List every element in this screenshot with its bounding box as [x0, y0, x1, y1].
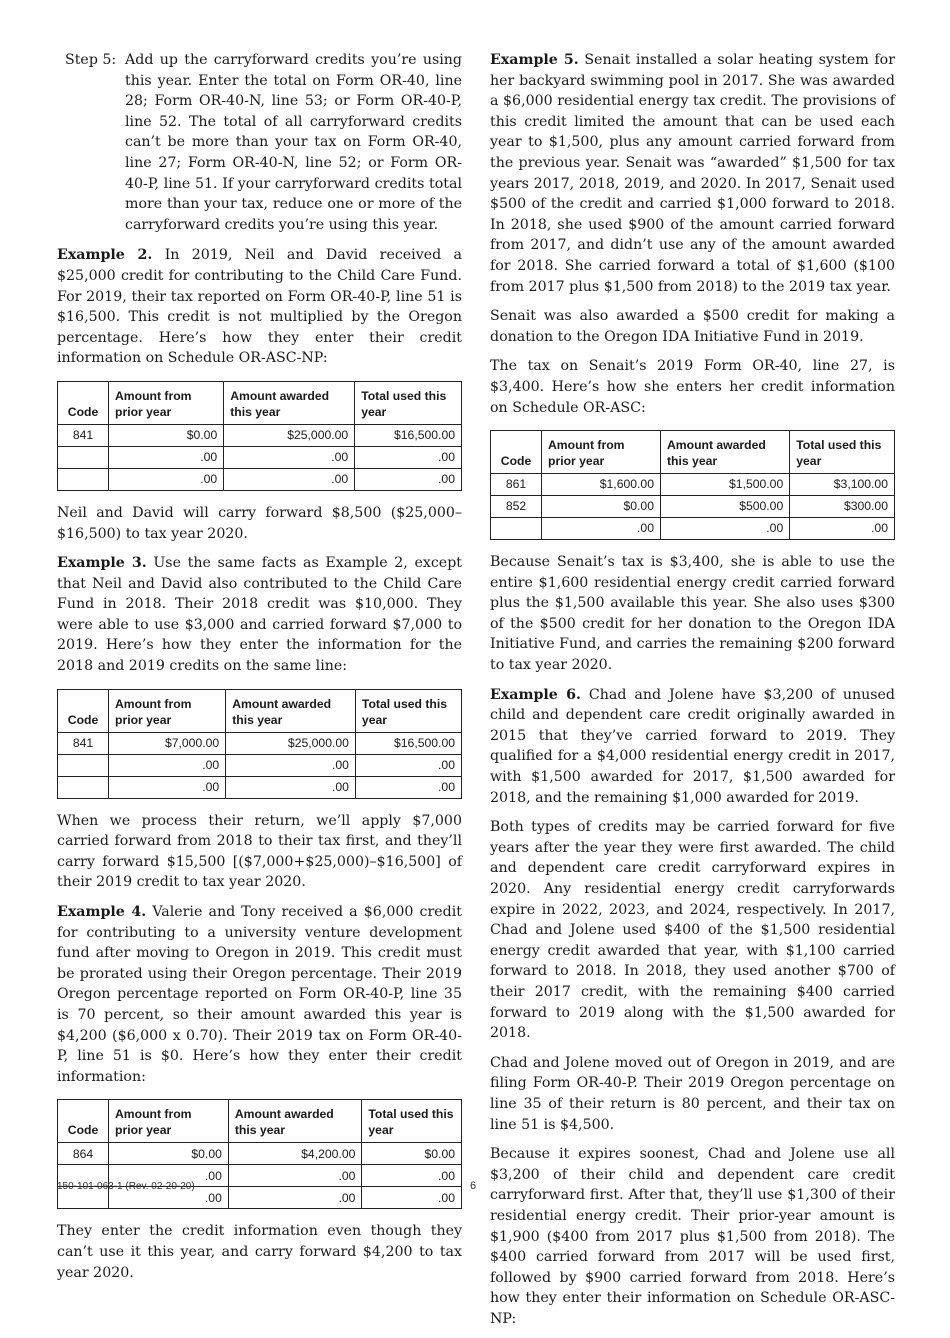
- column-header: Amount from prior year: [109, 381, 224, 424]
- table-header-row: [58, 689, 462, 732]
- credit-code-cell: [58, 446, 109, 468]
- column-header: Amount awarded this year: [224, 381, 355, 424]
- example-3-after: When we process their return, we’ll apply $7,000 carried forward from 2018 to their tax first, and they’ll carry forward $15,500 [($7,000+$25,000)–$16,500] of their 2019 credit to tax year 2020.: [57, 812, 462, 891]
- amount-cell: .00: [109, 776, 226, 798]
- amount-cell: $0.00: [109, 424, 224, 446]
- column-header: Total used this year: [355, 381, 462, 424]
- amount-cell: .00: [355, 446, 462, 468]
- amount-cell: .00: [355, 776, 461, 798]
- example-6-p2: Both types of credits may be carried forward for five years after the year they were first awarded. The child and dependent care credit carryforward expires in 2020. Any residential energy credit carryforwards expire in 2022, 2023, and 2024, respectively. In 2017, Chad and Jolene used $400 of the $1,500 residential energy credit awarded that year, with $1,100 carried forward to 2018. In 2018, they used another $700 of their 2017 credit, with the remaining $400 carried forward to 2019 along with the $1,500 awarded for 2018.: [490, 819, 895, 1042]
- column-header: Total used this year: [790, 431, 895, 474]
- example-5-p2: Senait was also awarded a $500 credit for making a donation to the Oregon IDA Initiative Fund in 2019.: [490, 308, 895, 345]
- column-header: Amount awarded this year: [228, 1100, 362, 1143]
- table-row: [58, 1143, 462, 1165]
- column-header: Total used this year: [355, 689, 461, 732]
- amount-cell: $16,500.00: [355, 424, 462, 446]
- step-5-label: Step 5:: [65, 52, 117, 68]
- amount-cell: $0.00: [362, 1143, 462, 1165]
- amount-cell: $0.00: [542, 496, 661, 518]
- column-header: Code: [58, 1100, 109, 1143]
- amount-cell: $16,500.00: [355, 732, 461, 754]
- amount-cell: .00: [109, 1187, 229, 1209]
- amount-cell: $500.00: [660, 496, 789, 518]
- column-header: Code: [58, 381, 109, 424]
- form-number: 150-101-063-1 (Rev. 02-20-20): [57, 1181, 195, 1192]
- column-header: Amount from prior year: [109, 1100, 229, 1143]
- credit-code-cell: [58, 468, 109, 490]
- example-6: [490, 685, 895, 809]
- amount-cell: .00: [362, 1165, 462, 1187]
- amount-cell: .00: [362, 1187, 462, 1209]
- example-5-text: Senait installed a solar heating system for her backyard swimming pool in 2017. She was awarded a $6,000 residential energy tax credit. The provisions of this credit limited the amount that can be used each year to $1,500, plus any amount carried forward from the previous year. Senait was “awarded” $1,500 for tax years 2017, 2018, 2019, and 2020. In 2017, Senait used $500 of the credit and carried $1,000 forward to 2018. In 2018, she used $900 of the amount carried forward from 2017, and didn’t use any of the amount awarded for 2018. She carried forward a total of $1,600 ($100 from 2017 plus $1,500 from 2018) to the 2019 tax year.: [490, 52, 895, 295]
- amount-cell: $25,000.00: [224, 424, 355, 446]
- amount-cell: .00: [660, 518, 789, 540]
- table-header-row: [58, 1100, 462, 1143]
- example-6-p3: Chad and Jolene moved out of Oregon in 2019, and are filing Form OR-40-P. Their 2019 Oregon percentage on line 35 of their return is 80 percent, and their tax on line 51 is $4,500.: [490, 1054, 895, 1133]
- credit-table-example-3: [57, 689, 462, 799]
- example-6-text: Chad and Jolene have $3,200 of unused child and dependent care credit originally awarded in 2015 that they’ve carried forward to 2019. They qualified for a $4,000 residential energy credit in 2017, with $1,500 awarded for 2017, $1,500 awarded for 2018, and the remaining $1,000 awarded for 2019.: [490, 686, 895, 806]
- amount-cell: $1,600.00: [542, 474, 661, 496]
- table-row: [491, 518, 895, 540]
- example-2-text: In 2019, Neil and David received a $25,000 credit for contributing to the Child Care Fund. For 2019, their tax reported on Form OR-40-P, line 51 is $16,500. This credit is not multiplied by the Oregon percentage. Here’s how they enter their credit information on Schedule OR-ASC-NP:: [57, 247, 462, 367]
- column-header: Amount from prior year: [109, 689, 226, 732]
- table-header-row: [58, 381, 462, 424]
- table-header-row: [491, 431, 895, 474]
- table-row: [58, 732, 462, 754]
- amount-cell: .00: [109, 754, 226, 776]
- amount-cell: .00: [224, 446, 355, 468]
- example-3-title: Example 3.: [57, 555, 147, 572]
- amount-cell: .00: [109, 1165, 229, 1187]
- credit-table-example-4: [57, 1099, 462, 1209]
- credit-code-cell: [58, 754, 109, 776]
- amount-cell: .00: [226, 776, 356, 798]
- amount-cell: .00: [224, 468, 355, 490]
- amount-cell: $3,100.00: [790, 474, 895, 496]
- amount-cell: .00: [228, 1165, 362, 1187]
- amount-cell: $7,000.00: [109, 732, 226, 754]
- column-header: Code: [491, 431, 542, 474]
- amount-cell: .00: [355, 754, 461, 776]
- credit-code-cell: 841: [58, 732, 109, 754]
- table-row: [58, 468, 462, 490]
- table-row: [491, 496, 895, 518]
- example-6-p4: Because it expires soonest, Chad and Jolene use all $3,200 of their child and dependent care credit carryforward first. After that, they’ll use $1,300 of their residential energy credit. Their prior-year amount is $1,900 ($400 from 2017 plus $1,500 from 2018). The $400 carried forward from 2017 will be used first, followed by $900 carried forward from 2018. Here’s how they enter their information on Schedule OR-ASC-NP:: [490, 1146, 895, 1327]
- amount-cell: $1,500.00: [660, 474, 789, 496]
- example-2-title: Example 2.: [57, 247, 153, 264]
- example-6-title: Example 6.: [490, 686, 581, 703]
- amount-cell: .00: [228, 1187, 362, 1209]
- amount-cell: $4,200.00: [228, 1143, 362, 1165]
- column-header: Code: [58, 689, 109, 732]
- table-row: [58, 754, 462, 776]
- amount-cell: .00: [542, 518, 661, 540]
- table-row: [58, 446, 462, 468]
- credit-code-cell: [58, 776, 109, 798]
- amount-cell: $300.00: [790, 496, 895, 518]
- credit-table-example-2: [57, 381, 462, 491]
- credit-code-cell: [491, 518, 542, 540]
- credit-code-cell: 852: [491, 496, 542, 518]
- column-header: Amount from prior year: [542, 431, 661, 474]
- example-4-text: Valerie and Tony received a $6,000 credit for contributing to a university venture development fund after moving to Oregon in 2019. This credit must be prorated using their Oregon percentage. Their 2019 Oregon percentage reported on Form OR-40-P, line 35 is 70 percent, so their amount awarded this year is $4,200 ($6,000 x 0.70). Their 2019 tax on Form OR-40-P, line 51 is $0. Here’s how they enter their credit information:: [57, 904, 462, 1085]
- step-5-text: Add up the carryforward credits you’re using this year. Enter the total on Form OR-40, line 28; Form OR-40-N, line 53; or Form OR-40-P, line 52. The total of all carryforward credits can’t be more than your tax on Form OR-40, line 27; Form OR-40-N, line 52; or Form OR-40-P, line 51. If your carryforward credits total more than your tax, reduce one or more of the carryforward credits you’re using this year.: [125, 52, 462, 233]
- table-row: [58, 424, 462, 446]
- amount-cell: .00: [109, 446, 224, 468]
- step-5: [57, 50, 462, 235]
- example-2: [57, 245, 462, 369]
- amount-cell: $25,000.00: [226, 732, 356, 754]
- example-3: [57, 553, 462, 677]
- example-2-after: Neil and David will carry forward $8,500 ($25,000–$16,500) to tax year 2020.: [57, 504, 462, 542]
- example-4-after: They enter the credit information even though they can’t use it this year, and carry forward $4,200 to tax year 2020.: [57, 1223, 462, 1281]
- credit-code-cell: 841: [58, 424, 109, 446]
- amount-cell: .00: [226, 754, 356, 776]
- amount-cell: .00: [790, 518, 895, 540]
- amount-cell: $0.00: [109, 1143, 229, 1165]
- column-header: Total used this year: [362, 1100, 462, 1143]
- example-4: [57, 902, 462, 1087]
- example-5: [490, 50, 895, 297]
- left-column: [57, 50, 462, 1292]
- right-column: [490, 50, 895, 1338]
- column-header: Amount awarded this year: [226, 689, 356, 732]
- example-3-text: Use the same facts as Example 2, except that Neil and David also contributed to the Child Care Fund in 2018. Their 2018 credit was $10,000. They were able to use $3,000 and carried forward $7,000 to 2019. Here’s how they enter the information for the 2018 and 2019 credits on the same line:: [57, 555, 462, 675]
- amount-cell: .00: [355, 468, 462, 490]
- page-number: 6: [470, 1180, 477, 1192]
- credit-code-cell: 864: [58, 1143, 109, 1165]
- column-header: Amount awarded this year: [660, 431, 789, 474]
- example-5-after: Because Senait’s tax is $3,400, she is able to use the entire $1,600 residential energy credit carried forward plus the $1,500 available this year. She also uses $300 of the $500 credit for her donation to the Oregon IDA Initiative Fund, and carries the remaining $200 forward to tax year 2020.: [490, 554, 895, 674]
- credit-code-cell: 861: [491, 474, 542, 496]
- amount-cell: .00: [109, 468, 224, 490]
- credit-table-example-5: [490, 430, 895, 540]
- table-row: [491, 474, 895, 496]
- example-5-p3: The tax on Senait’s 2019 Form OR-40, line 27, is $3,400. Here’s how she enters her credit information on Schedule OR-ASC:: [490, 358, 895, 416]
- example-5-title: Example 5.: [490, 52, 579, 68]
- table-row: [58, 776, 462, 798]
- example-4-title: Example 4.: [57, 904, 147, 921]
